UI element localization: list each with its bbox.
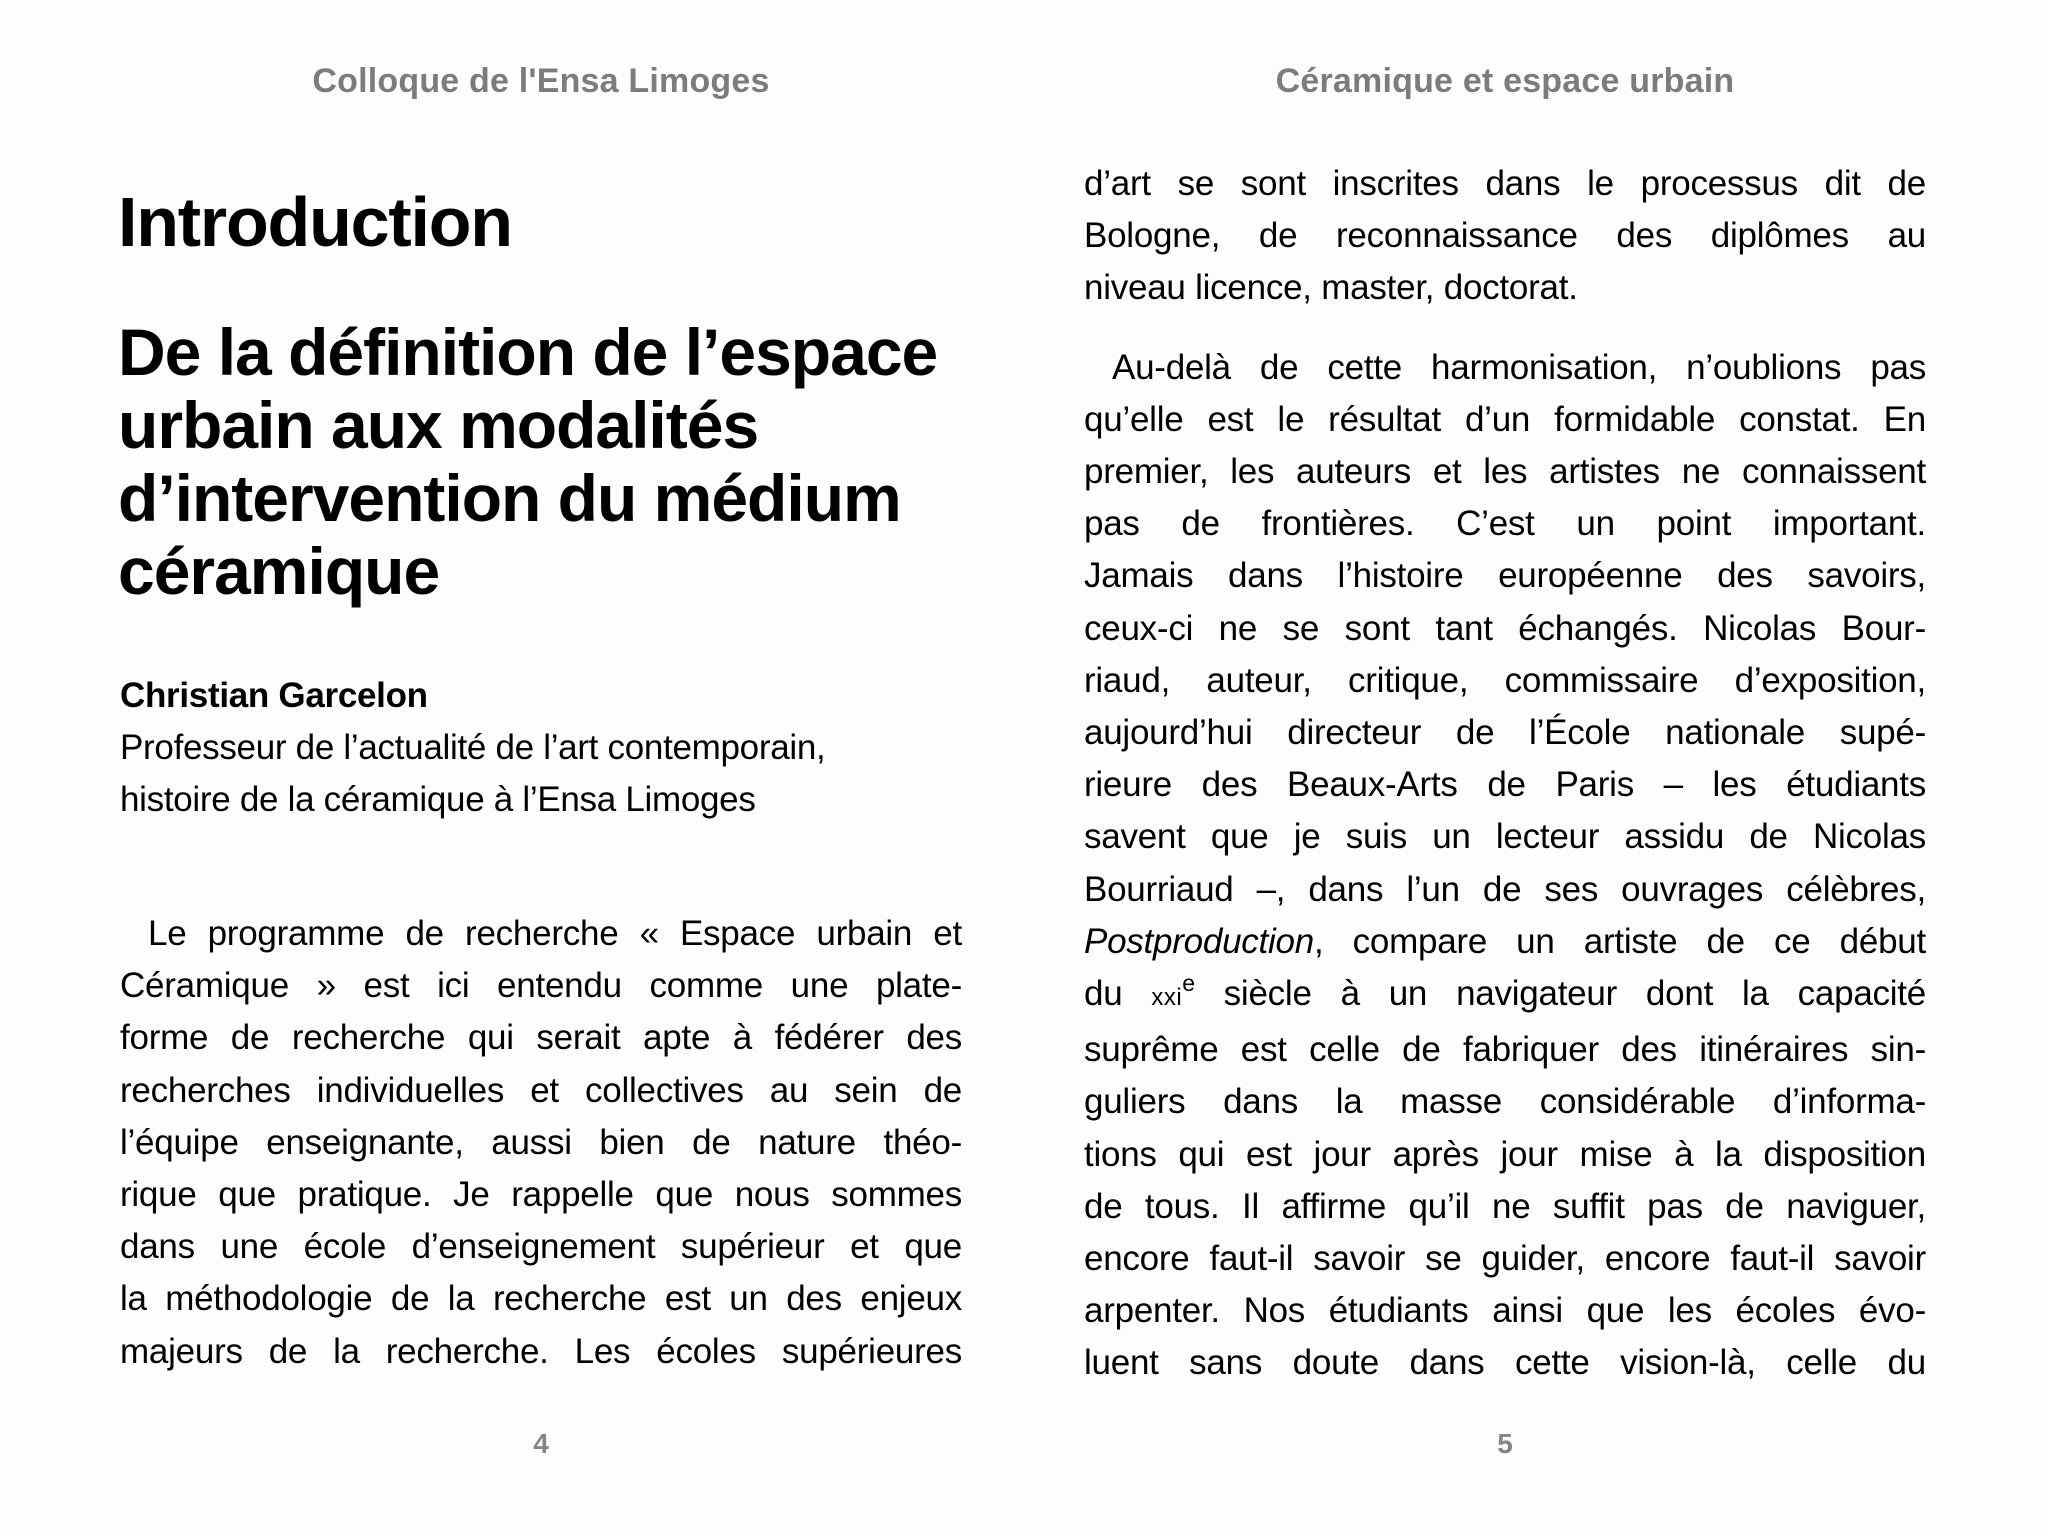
chapter-title-line: De la définition de l’espace: [118, 315, 938, 389]
body-text-left: [120, 908, 962, 1378]
author-name: Christian Garcelon: [120, 676, 428, 715]
text-line: Bologne, de reconnaissance des diplômes au: [1084, 216, 1926, 256]
text-line: rieure des Beaux-Arts de Paris – les étudiants: [1084, 765, 1926, 805]
text-line: suprême est celle de fabriquer des itinéraires sin-: [1084, 1030, 1926, 1070]
text-line: aujourd’hui directeur de l’École nationale supé-: [1084, 713, 1926, 753]
chapter-title-line: urbain aux modalités: [118, 388, 759, 462]
text-line: recherches individuelles et collectives au sein de: [120, 1070, 962, 1110]
text-line: riaud, auteur, critique, commissaire d’exposition,: [1084, 660, 1926, 700]
affiliation-line: histoire de la céramique à l’Ensa Limoges: [120, 780, 756, 819]
text-line: savent que je suis un lecteur assidu de Nicolas: [1084, 817, 1926, 857]
century-numeral: xxi: [1151, 984, 1183, 1012]
paragraph: [120, 908, 962, 1378]
text-line: dans une école d’enseignement supérieur et que: [120, 1227, 962, 1267]
text-line: d’art se sont inscrites dans le processus dit de: [1084, 164, 1926, 203]
text-line: [1056, 968, 1926, 1024]
text-line: tions qui est jour après jour mise à la disposition: [1084, 1134, 1926, 1174]
text-line: la méthodologie de la recherche est un des enjeux: [120, 1279, 962, 1319]
body-text-right: [1084, 158, 1926, 1390]
chapter-label: Introduction: [118, 183, 512, 261]
paragraph-continued: [1084, 158, 1926, 315]
text-line: arpenter. Nos étudiants ainsi que les écoles évo-: [1084, 1291, 1926, 1331]
text-line: premier, les auteurs et les artistes ne connaissent: [1084, 452, 1926, 492]
text-fragment: , compare un artiste de ce début: [1313, 921, 1926, 961]
text-line: pas de frontières. C’est un point important.: [1084, 504, 1926, 544]
text-line: Céramique » est ici entendu comme une plate-: [120, 966, 962, 1006]
affiliation-line: Professeur de l’actualité de l’art contemporain,: [120, 728, 826, 767]
text-line: Au-delà de cette harmonisation, n’oublions pas: [1112, 347, 1926, 387]
text-line: encore faut-il savoir se guider, encore faut-il savoir: [1084, 1239, 1926, 1279]
text-fragment: du: [1084, 974, 1152, 1014]
text-line: guliers dans la masse considérable d’informa-: [1084, 1082, 1926, 1122]
text-line: [1056, 916, 1926, 968]
text-line: majeurs de la recherche. Les écoles supérieures: [120, 1331, 962, 1371]
text-line: Bourriaud –, dans l’un de ses ouvrages célèbres,: [1084, 869, 1926, 909]
chapter-title: [118, 316, 978, 608]
running-head-right: Céramique et espace urbain: [1275, 62, 1735, 100]
century-superscript: e: [1182, 970, 1195, 997]
running-head-left: Colloque de l'Ensa Limoges: [312, 62, 770, 100]
paragraph: [1084, 342, 1926, 1390]
text-line: qu’elle est le résultat d’un formidable constat. En: [1084, 399, 1926, 439]
author-block: [120, 670, 962, 826]
page-number-left: 4: [533, 1428, 549, 1459]
text-fragment: siècle à un navigateur dont la capacité: [1194, 974, 1926, 1014]
book-title-italic: Postproduction: [1084, 921, 1314, 961]
text-line: luent sans doute dans cette vision-là, celle du: [1084, 1343, 1926, 1383]
text-line: de tous. Il affirme qu’il ne suffit pas de naviguer,: [1084, 1186, 1926, 1226]
text-line: Jamais dans l’histoire européenne des savoirs,: [1084, 556, 1926, 596]
text-line: Le programme de recherche « Espace urbain et: [148, 914, 962, 953]
text-line: rique que pratique. Je rappelle que nous sommes: [120, 1175, 962, 1215]
text-line: ceux-ci ne se sont tant échangés. Nicolas Bour-: [1084, 608, 1926, 648]
text-line: niveau licence, master, doctorat.: [1084, 268, 1578, 308]
text-line: l’équipe enseignante, aussi bien de nature théo-: [120, 1122, 962, 1162]
chapter-title-line: céramique: [118, 534, 440, 608]
left-page: [120, 0, 962, 1536]
author-affiliation: [120, 722, 962, 826]
text-line: forme de recherche qui serait apte à fédérer des: [120, 1018, 962, 1058]
right-page: [1084, 0, 1926, 1536]
chapter-title-line: d’intervention du médium: [118, 461, 901, 535]
page-number-right: 5: [1497, 1428, 1513, 1459]
